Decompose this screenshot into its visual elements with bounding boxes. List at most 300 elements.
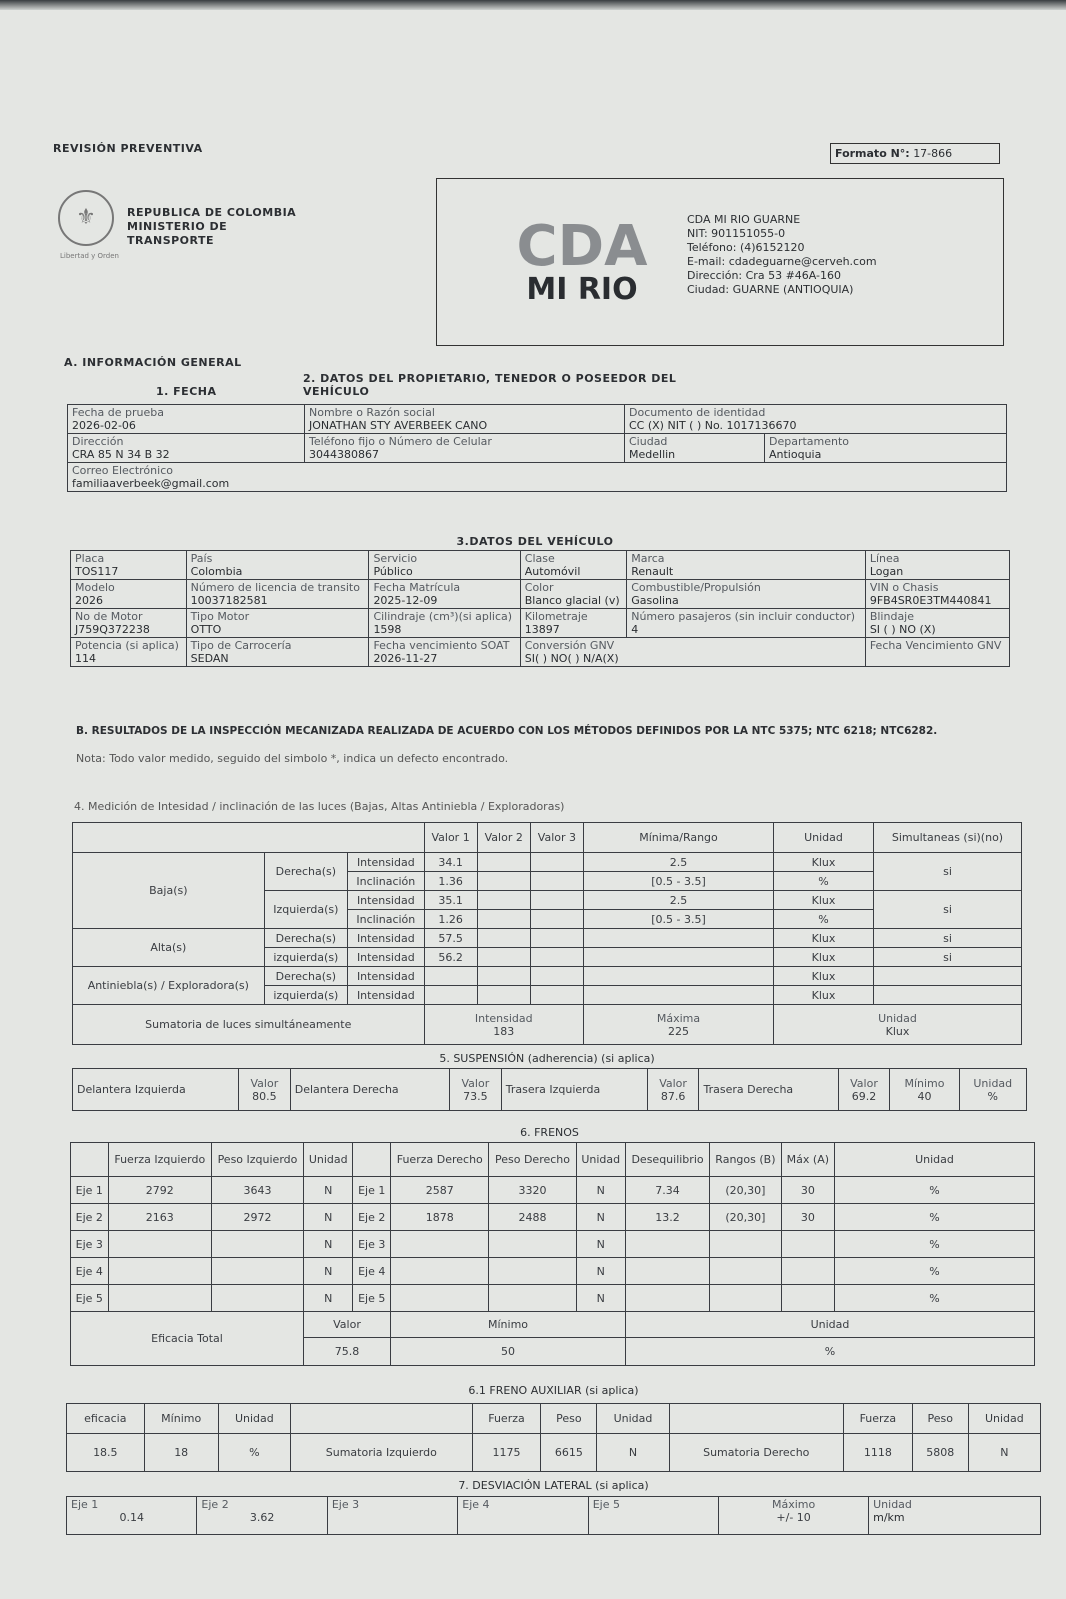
- group: Alta(s): [150, 941, 187, 954]
- label: Tipo de Carrocería: [190, 639, 292, 652]
- section-a-title: A. INFORMACIÓN GENERAL: [64, 356, 242, 369]
- cell: 13.2: [655, 1210, 680, 1224]
- frenos-row: [71, 1204, 1035, 1231]
- value: 114: [75, 652, 96, 665]
- cda-line: Ciudad: GUARNE (ANTIOQUIA): [687, 283, 854, 296]
- vehicle-field: [369, 580, 520, 609]
- unidad: %: [818, 912, 829, 926]
- desv-title: 7. DESVIACIÓN LATERAL (si aplica): [458, 1479, 649, 1492]
- lights-row: [73, 967, 1022, 986]
- vehicle-field: [520, 551, 626, 580]
- label: Documento de identidad: [629, 406, 766, 419]
- measure: Intensidad: [356, 988, 415, 1002]
- formato-value: 17-866: [913, 147, 953, 160]
- vehicle-row: [71, 609, 1010, 638]
- vehicle-field: [186, 638, 369, 667]
- value: 2026-02-06: [72, 419, 136, 432]
- vehicle-table: [70, 550, 1010, 667]
- header: Fuerza: [472, 1404, 541, 1434]
- header-unidad: Unidad: [774, 823, 874, 853]
- cda-line: Dirección: Cra 53 #46A-160: [687, 269, 842, 282]
- value: CRA 85 N 34 B 32: [72, 448, 170, 461]
- measure: Inclinación: [356, 874, 416, 888]
- blank: [291, 1404, 473, 1434]
- aux-unidad: %: [218, 1434, 290, 1472]
- vehicle-field: [520, 638, 865, 667]
- value: Medellin: [629, 448, 676, 461]
- cda-logo: [512, 214, 652, 307]
- side: izquierda(s): [273, 988, 339, 1002]
- label: No de Motor: [75, 610, 143, 623]
- label: Teléfono fijo o Número de Celular: [309, 435, 492, 448]
- desv-eje: [197, 1497, 327, 1535]
- label: Valor: [659, 1076, 687, 1090]
- value: TOS117: [75, 565, 119, 578]
- cell: 30: [800, 1183, 815, 1197]
- side: Izquierda(s): [273, 903, 339, 916]
- aux-fuerza-der: 1118: [843, 1434, 912, 1472]
- label: Máxima: [656, 1011, 701, 1025]
- minima: [0.5 - 3.5]: [651, 912, 706, 926]
- label: Servicio: [373, 552, 418, 565]
- aux-fuerza-izq: 1175: [472, 1434, 541, 1472]
- unidad: Klux: [811, 931, 836, 945]
- minima: [0.5 - 3.5]: [651, 874, 706, 888]
- frenos-row: [71, 1231, 1035, 1258]
- cell: (20,30]: [725, 1183, 766, 1197]
- unidad: %: [818, 874, 829, 888]
- label: Fecha Matrícula: [373, 581, 461, 594]
- vehicle-field: [71, 551, 187, 580]
- label: Nombre o Razón social: [309, 406, 435, 419]
- valor1: 1.26: [438, 912, 463, 926]
- value: familiaaverbeek@gmail.com: [72, 477, 230, 490]
- cell: 2163: [145, 1210, 174, 1224]
- formato-label: Formato N°:: [835, 147, 910, 160]
- label: Mínimo: [391, 1312, 626, 1338]
- label: Conversión GNV: [524, 639, 615, 652]
- cell: N: [596, 1183, 605, 1197]
- eficacia-unidad: %: [626, 1338, 1035, 1366]
- minima: 2.5: [669, 855, 688, 869]
- cell: N: [596, 1237, 605, 1251]
- susp-value: 80.5: [252, 1089, 277, 1103]
- desv-eje: [327, 1497, 457, 1535]
- cell: N: [596, 1210, 605, 1224]
- frenos-row: [71, 1285, 1035, 1312]
- header: Fuerza Izquierdo: [114, 1153, 206, 1166]
- vehicle-row: [71, 638, 1010, 667]
- label: Unidad: [626, 1312, 1035, 1338]
- minima: 2.5: [669, 893, 688, 907]
- value: Blanco glacial (v): [524, 594, 620, 607]
- vehicle-field: [71, 638, 187, 667]
- header: Mínimo: [144, 1404, 218, 1434]
- label: Mínimo: [904, 1076, 945, 1090]
- valor1: 57.5: [438, 931, 463, 945]
- header: Rangos (B): [715, 1153, 776, 1166]
- eficacia-valor: 75.8: [303, 1338, 390, 1366]
- header: Máx (A): [786, 1153, 830, 1166]
- label: Eje 4: [462, 1498, 490, 1511]
- photo-edge: [0, 0, 1066, 10]
- measure: Intensidad: [356, 950, 415, 964]
- label: Valor: [461, 1076, 490, 1090]
- label: Clase: [524, 552, 555, 565]
- header: Peso Derecho: [494, 1153, 570, 1166]
- cell: N: [324, 1237, 333, 1251]
- label: VIN o Chasis: [869, 581, 939, 594]
- value: Klux: [885, 1024, 910, 1038]
- label: Kilometraje: [524, 610, 588, 623]
- unidad: Klux: [811, 988, 836, 1002]
- vehicle-field: [865, 609, 1009, 638]
- label: Eje 5: [592, 1498, 620, 1511]
- aux-eficacia: 18.5: [67, 1434, 145, 1472]
- cell: N: [596, 1264, 605, 1278]
- value: 4: [631, 623, 639, 636]
- vehicle-field: [627, 551, 866, 580]
- vehicle-field: [369, 638, 520, 667]
- label: Color: [524, 581, 554, 594]
- label: País: [190, 552, 213, 565]
- aux-minimo: 18: [144, 1434, 218, 1472]
- vehicle-field: [865, 580, 1009, 609]
- label: Máximo: [771, 1498, 816, 1511]
- susp-label: Trasera Derecha: [703, 1083, 794, 1096]
- label: Modelo: [75, 581, 115, 594]
- eje: Eje 2: [358, 1210, 386, 1224]
- cell: %: [929, 1210, 940, 1224]
- ciudad-cell: [625, 434, 765, 463]
- lights-row: [73, 929, 1022, 948]
- nota: Nota: Todo valor medido, seguido del simbolo *, indica un defecto encontrado.: [76, 752, 509, 765]
- group: Baja(s): [149, 884, 188, 897]
- vehicle-field: [71, 580, 187, 609]
- value: +/- 10: [776, 1511, 811, 1524]
- aux-unidad-izq: N: [597, 1434, 669, 1472]
- header: Peso: [541, 1404, 597, 1434]
- value: 1598: [373, 623, 402, 636]
- susp-value: 69.2: [851, 1089, 877, 1103]
- cell: 2587: [425, 1183, 454, 1197]
- value: Automóvil: [524, 565, 581, 578]
- blank: [73, 823, 425, 853]
- cell: 30: [800, 1210, 815, 1224]
- fecha-title: 1. FECHA: [156, 385, 217, 398]
- aux-unidad-der: N: [968, 1434, 1040, 1472]
- value: Público: [373, 565, 413, 578]
- label: Correo Electrónico: [72, 464, 173, 477]
- owner-table: [67, 404, 1007, 492]
- measure: Intensidad: [356, 893, 415, 907]
- label: Potencia (si aplica): [75, 639, 179, 652]
- cell: 1878: [425, 1210, 454, 1224]
- side: Derecha(s): [275, 865, 337, 878]
- label: Unidad: [873, 1498, 912, 1511]
- vehicle-field: [369, 609, 520, 638]
- label: Placa: [75, 552, 105, 565]
- desv-eje: [67, 1497, 197, 1535]
- blank: [669, 1404, 843, 1434]
- label: Fecha de prueba: [72, 406, 164, 419]
- value: Antioquia: [769, 448, 822, 461]
- measure: Intensidad: [356, 969, 415, 983]
- lights-table: [72, 822, 1022, 1045]
- value: 183: [493, 1024, 515, 1038]
- header: Unidad: [218, 1404, 290, 1434]
- frenos-table: [70, 1142, 1035, 1366]
- label: Unidad: [973, 1076, 1013, 1090]
- gov-line: REPUBLICA DE COLOMBIA: [127, 206, 297, 219]
- eficacia-minimo: 50: [391, 1338, 626, 1366]
- desv-table: [66, 1496, 1041, 1535]
- value: CC (X) NIT ( ) No. 1017136670: [629, 419, 797, 432]
- eje: Eje 5: [358, 1291, 386, 1305]
- label: Blindaje: [869, 610, 915, 623]
- frenos-row: [71, 1258, 1035, 1285]
- sum-intensidad: [424, 1005, 583, 1045]
- vehicle-field: [627, 609, 866, 638]
- gov-motto: Libertad y Orden: [60, 252, 119, 260]
- susp-value: 87.6: [660, 1089, 686, 1103]
- eficacia-label: Eficacia Total: [71, 1312, 304, 1366]
- sum-unidad: [774, 1005, 1022, 1045]
- simultanea: si: [943, 903, 952, 916]
- label: Cilindraje (cm³)(si aplica): [373, 610, 513, 623]
- cell: Eje 5: [75, 1291, 103, 1305]
- section-b-title: B. RESULTADOS DE LA INSPECCIÓN MECANIZADA REALIZADA DE ACUERDO CON LOS MÉTODOS DEFINIDOS POR LA NTC 5375; NTC 6218; NTC6282.: [76, 725, 938, 737]
- label: Línea: [869, 552, 900, 565]
- cda-line: CDA MI RIO GUARNE: [687, 213, 801, 226]
- departamento-cell: [765, 434, 1007, 463]
- header: Unidad: [597, 1404, 669, 1434]
- label: Valor: [850, 1076, 878, 1090]
- value: Gasolina: [631, 594, 679, 607]
- header-minima: Mínima/Rango: [584, 823, 774, 853]
- vehicle-field: [865, 638, 1009, 667]
- value: OTTO: [190, 623, 222, 636]
- telefono-cell: [305, 434, 625, 463]
- label: Marca: [631, 552, 665, 565]
- label: Fecha Vencimiento GNV: [869, 639, 1002, 652]
- header-valor1: Valor 1: [424, 823, 477, 853]
- value: SEDAN: [190, 652, 229, 665]
- vehicle-row: [71, 580, 1010, 609]
- value: J759Q372238: [75, 623, 150, 636]
- aux-peso-der: 5808: [912, 1434, 968, 1472]
- valor1: 56.2: [438, 950, 463, 964]
- susp-value: 73.5: [463, 1089, 488, 1103]
- vehicle-field: [520, 580, 626, 609]
- header: Peso: [912, 1404, 968, 1434]
- vehicle-row: [71, 551, 1010, 580]
- frenos-title: 6. FRENOS: [520, 1126, 579, 1139]
- header: eficacia: [67, 1404, 145, 1434]
- cell: Eje 2: [75, 1210, 103, 1224]
- value: 2026: [75, 594, 103, 607]
- cell: %: [929, 1237, 940, 1251]
- susp-label: Delantera Derecha: [294, 1083, 399, 1096]
- susp-unit: %: [987, 1089, 998, 1103]
- vehicle-field: [186, 580, 369, 609]
- cell: N: [324, 1291, 333, 1305]
- eje: Eje 4: [358, 1264, 386, 1278]
- vehicle-field: [186, 551, 369, 580]
- measure: Inclinación: [356, 912, 416, 926]
- direccion-cell: [68, 434, 305, 463]
- value: m/km: [873, 1511, 905, 1524]
- label: Tipo Motor: [190, 610, 250, 623]
- susp-title: 5. SUSPENSIÓN (adherencia) (si aplica): [439, 1052, 655, 1065]
- cell: 3320: [518, 1183, 547, 1197]
- header-valor3: Valor 3: [530, 823, 583, 853]
- frenos-row: [71, 1177, 1035, 1204]
- header: Fuerza Derecho: [396, 1153, 483, 1166]
- header: Unidad: [968, 1404, 1040, 1434]
- formato-box: [830, 143, 1000, 164]
- cell: Eje 1: [75, 1183, 103, 1197]
- cda-info: [687, 213, 877, 297]
- cell: (20,30]: [725, 1210, 766, 1224]
- unidad: Klux: [811, 969, 836, 983]
- documento-cell: [625, 405, 1007, 434]
- simultanea: si: [943, 950, 952, 964]
- desv-eje: [588, 1497, 718, 1535]
- value: 10037182581: [190, 594, 268, 607]
- sum-der-label: Sumatoria Derecho: [669, 1434, 843, 1472]
- email-cell: [68, 463, 1007, 492]
- label: Unidad: [878, 1011, 917, 1025]
- valor1: 34.1: [438, 855, 463, 869]
- value: Renault: [631, 565, 674, 578]
- unidad: Klux: [811, 950, 836, 964]
- value: 0.14: [119, 1511, 144, 1524]
- label: Eje 1: [71, 1498, 99, 1511]
- cda-line: Teléfono: (4)6152120: [687, 241, 805, 254]
- label: Ciudad: [629, 435, 668, 448]
- valor1: 35.1: [438, 893, 463, 907]
- vehicle-field: [865, 551, 1009, 580]
- logo-mirio: MI RIO: [526, 272, 638, 307]
- simultanea: si: [943, 931, 952, 945]
- header: Unidad: [915, 1153, 954, 1166]
- susp-label: Delantera Izquierda: [77, 1083, 186, 1096]
- eje: Eje 3: [358, 1237, 386, 1251]
- valor1: 1.36: [438, 874, 463, 888]
- cell: N: [324, 1264, 333, 1278]
- side: Derecha(s): [275, 931, 337, 945]
- vehicle-field: [520, 609, 626, 638]
- label: Intensidad: [474, 1011, 533, 1025]
- cell: N: [324, 1210, 333, 1224]
- value: 9FB4SR0E3TM440841: [869, 594, 992, 607]
- cell: N: [324, 1183, 333, 1197]
- lights-title: 4. Medición de Intesidad / inclinación de las luces (Bajas, Altas Antiniebla / Exploradoras): [74, 800, 565, 813]
- label: Número pasajeros (sin incluir conductor): [631, 610, 855, 623]
- value: 2025-12-09: [373, 594, 438, 607]
- cell: 2488: [518, 1210, 547, 1224]
- side: izquierda(s): [273, 950, 339, 964]
- cell: 2792: [145, 1183, 174, 1197]
- value: 2026-11-27: [373, 652, 438, 665]
- desv-eje: [458, 1497, 588, 1535]
- sum-label: Sumatoria de luces simultáneamente: [73, 1005, 425, 1045]
- unidad: Klux: [811, 893, 836, 907]
- header: Unidad: [581, 1153, 621, 1166]
- label: Valor: [250, 1076, 279, 1090]
- cell: 2972: [243, 1210, 272, 1224]
- sum-maxima: [584, 1005, 774, 1045]
- value: 3.62: [249, 1511, 275, 1524]
- label: Número de licencia de transito: [190, 581, 360, 594]
- label: Valor: [303, 1312, 390, 1338]
- value: 13897: [524, 623, 560, 636]
- cda-line: E-mail: cdadeguarne@cerveh.com: [687, 255, 877, 268]
- gov-name: [127, 206, 296, 248]
- cell: %: [929, 1291, 940, 1305]
- label: Dirección: [72, 435, 124, 448]
- label: Fecha vencimiento SOAT: [373, 639, 510, 652]
- value: 225: [668, 1024, 689, 1038]
- group: Antiniebla(s) / Exploradora(s): [87, 979, 249, 992]
- header: Desequilibrio: [631, 1153, 704, 1166]
- simultanea: si: [943, 865, 952, 878]
- vehicle-field: [186, 609, 369, 638]
- eje: Eje 1: [358, 1183, 386, 1197]
- side: Derecha(s): [275, 969, 337, 983]
- colombia-coat-of-arms-icon: ⚜: [58, 190, 114, 246]
- gov-line: TRANSPORTE: [127, 234, 215, 247]
- label: Eje 2: [201, 1498, 229, 1511]
- cell: %: [929, 1264, 940, 1278]
- lights-row: [73, 853, 1022, 872]
- cda-box: [436, 178, 1004, 346]
- header-simultaneas: Simultaneas (si)(no): [874, 823, 1022, 853]
- sum-izq-label: Sumatoria Izquierdo: [291, 1434, 473, 1472]
- susp-min: 40: [917, 1089, 932, 1103]
- value: SI( ) NO( ) N/A(X): [524, 652, 619, 665]
- measure: Intensidad: [356, 855, 415, 869]
- cell: Eje 4: [75, 1264, 103, 1278]
- gov-line: MINISTERIO DE: [127, 220, 228, 233]
- header: Unidad: [308, 1153, 348, 1166]
- label: Combustible/Propulsión: [631, 581, 761, 594]
- cell: 3643: [243, 1183, 272, 1197]
- vehicle-field: [71, 609, 187, 638]
- logo-cda: CDA: [516, 214, 648, 279]
- susp-label: Trasera Izquierda: [505, 1083, 601, 1096]
- header: Peso Izquierdo: [217, 1153, 298, 1166]
- nombre-cell: [305, 405, 625, 434]
- vehicle-field: [369, 551, 520, 580]
- susp-table: [72, 1068, 1027, 1111]
- cell: %: [929, 1183, 940, 1197]
- label: Departamento: [769, 435, 850, 448]
- cell: Eje 3: [75, 1237, 103, 1251]
- owner-title: 2. DATOS DEL PROPIETARIO, TENEDOR O POSEEDOR DEL VEHÍCULO: [303, 372, 677, 398]
- vehicle-title: 3.DATOS DEL VEHÍCULO: [456, 535, 614, 548]
- cell: N: [596, 1291, 605, 1305]
- value: 3044380867: [309, 448, 379, 461]
- value: SI ( ) NO (X): [869, 623, 936, 636]
- aux-table: [66, 1403, 1041, 1472]
- unidad: Klux: [811, 855, 836, 869]
- header-valor2: Valor 2: [477, 823, 530, 853]
- vehicle-field: [627, 580, 866, 609]
- label: Eje 3: [331, 1498, 360, 1511]
- aux-peso-izq: 6615: [541, 1434, 597, 1472]
